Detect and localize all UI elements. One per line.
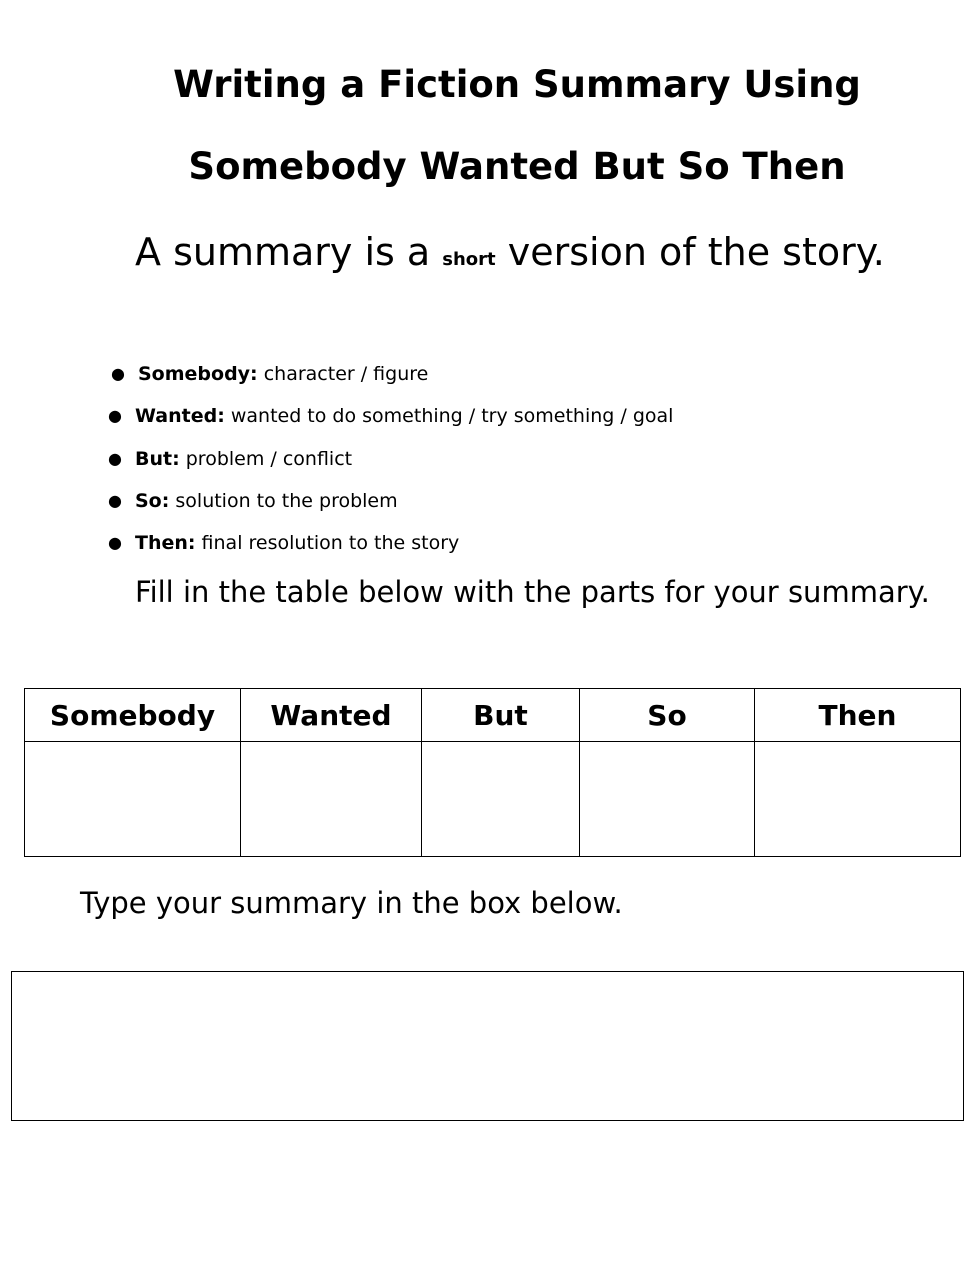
list-item-but — [108, 447, 353, 471]
term-description: solution to the problem — [175, 490, 398, 512]
term-description: problem / conflict — [185, 448, 353, 470]
list-item-so — [108, 489, 398, 513]
definition-emphasis: short — [442, 249, 496, 270]
bullet-icon: ● — [108, 533, 122, 552]
term-label: Somebody: — [138, 363, 258, 385]
bullet-icon: ● — [111, 364, 125, 383]
cell-wanted[interactable] — [241, 742, 422, 857]
term-label: Then: — [135, 532, 196, 554]
term-label: But: — [135, 448, 180, 470]
table-row — [25, 742, 961, 857]
cell-somebody[interactable] — [25, 742, 241, 857]
page-subtitle: Somebody Wanted But So Then — [188, 145, 846, 188]
list-item-somebody — [111, 362, 429, 386]
cell-but[interactable] — [422, 742, 580, 857]
definition-after: version of the story. — [507, 230, 885, 274]
swbst-table — [24, 688, 961, 857]
bullet-icon: ● — [108, 449, 122, 468]
definition-before: A summary is a — [135, 230, 431, 274]
summary-definition — [135, 227, 885, 285]
summary-input-box[interactable] — [11, 971, 964, 1121]
header-wanted: Wanted — [241, 689, 422, 742]
list-item-then — [108, 531, 460, 555]
header-so: So — [580, 689, 755, 742]
page-title: Writing a Fiction Summary Using — [173, 63, 861, 106]
cell-then[interactable] — [755, 742, 961, 857]
header-but: But — [422, 689, 580, 742]
table-instruction: Fill in the table below with the parts for your summary. — [135, 575, 930, 609]
term-label: Wanted: — [135, 405, 225, 427]
table-header-row — [25, 689, 961, 742]
term-description: final resolution to the story — [201, 532, 460, 554]
bullet-icon: ● — [108, 491, 122, 510]
header-then: Then — [755, 689, 961, 742]
cell-so[interactable] — [580, 742, 755, 857]
term-label: So: — [135, 490, 170, 512]
bullet-icon: ● — [108, 406, 122, 425]
term-description: wanted to do something / try something / goal — [230, 405, 674, 427]
summary-instruction: Type your summary in the box below. — [80, 886, 623, 920]
header-somebody: Somebody — [25, 689, 241, 742]
term-description: character / figure — [263, 363, 429, 385]
list-item-wanted — [108, 404, 674, 428]
